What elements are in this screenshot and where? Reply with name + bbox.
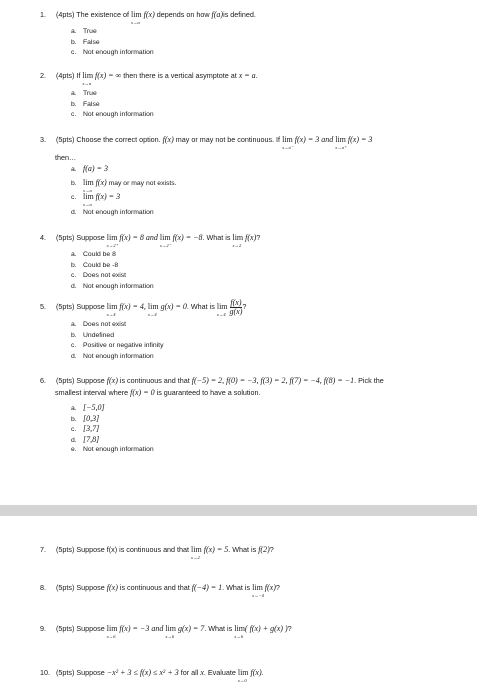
fraction: $\frac{f(x)}{g(x)}$	[229, 298, 243, 316]
page-separator	[0, 505, 477, 516]
option-b[interactable]: b. Undefined	[71, 331, 114, 339]
option-d[interactable]: d. Not enough information	[71, 209, 154, 216]
option-b[interactable]: b. lim x→a f(x) may or may not exists.	[71, 178, 177, 193]
question-8	[40, 583, 470, 596]
option-a[interactable]: a. True	[71, 28, 97, 35]
option-c[interactable]: c. [3,7]	[71, 424, 100, 433]
question-text: (5pts) Suppose f(x) is continuous and that f(−4) = 1. What is lim x→−4 f(x)?	[56, 583, 280, 598]
question-text: (5pts) Choose the correct option. f(x) may or may not be continuous. If lim x→a⁻ f(x) = 3 and lim x→a⁺ f(x) = 3	[56, 135, 373, 150]
question-number: 1.	[40, 10, 46, 19]
option-c[interactable]: c. lim x→a f(x) = 3	[71, 192, 121, 207]
option-c[interactable]: c. Not enough information	[71, 49, 154, 56]
question-number: 9.	[40, 624, 46, 633]
question-text-continued: then…	[55, 153, 77, 162]
question-5	[40, 299, 470, 316]
option-a[interactable]: a. True	[71, 90, 97, 97]
question-6	[40, 376, 470, 397]
question-number: 10.	[40, 668, 50, 677]
question-4	[40, 233, 470, 246]
question-text: (5pts) Suppose f(x) is continuous and that f(−5) = 2, f(0) = −3, f(3) = 2, f(7) = −4, f(8) = −1. Pick the	[56, 376, 384, 385]
answer-options	[71, 403, 154, 456]
question-10	[40, 668, 470, 681]
question-text: (4pts) The existence of lim x→a f(x) depends on how f(a)is defined.	[56, 10, 256, 25]
question-text-continued: smallest interval where f(x) = 0 is guaranteed to have a solution.	[55, 388, 261, 397]
question-text: (5pts) Suppose lim x→2⁺ f(x) = 8 and lim x→2⁻ f(x) = −8. What is lim x→2 f(x)?	[56, 233, 261, 248]
option-b[interactable]: b. Could be -8	[71, 261, 119, 269]
question-3	[40, 135, 470, 162]
question-number: 6.	[40, 376, 46, 385]
question-text: (5pts) Suppose −x² + 3 ≤ f(x) ≤ x² + 3 for all x. Evaluate lim x→0 f(x).	[56, 668, 264, 683]
question-number: 3.	[40, 135, 46, 144]
question-2	[40, 71, 470, 84]
answer-options	[71, 27, 154, 59]
answer-options	[71, 250, 154, 292]
option-b[interactable]: b. [0,3]	[71, 413, 100, 423]
question-text: (4pts) If lim x→a f(x) = ∞ then there is a vertical asymptote at x = a.	[56, 71, 258, 86]
option-a[interactable]: a. [−5,0]	[71, 403, 105, 412]
worksheet-page-2	[0, 516, 477, 700]
option-a[interactable]: a. Does not exist	[71, 321, 127, 328]
question-number: 4.	[40, 233, 46, 242]
option-c[interactable]: c. Positive or negative infinity	[71, 342, 164, 349]
option-a[interactable]: a. f(a) = 3	[71, 164, 108, 173]
option-b[interactable]: b. False	[71, 100, 100, 108]
question-number: 2.	[40, 71, 46, 80]
option-c[interactable]: c. Not enough information	[71, 111, 154, 118]
option-d[interactable]: d. [7,8]	[71, 434, 100, 444]
question-number: 8.	[40, 583, 46, 592]
question-text: (5pts) Suppose f(x) is continuous and that lim x→2 f(x) = 5. What is f(2)?	[56, 545, 274, 560]
question-1	[40, 10, 470, 23]
option-b[interactable]: b. False	[71, 38, 100, 46]
option-e[interactable]: e. Not enough information	[71, 446, 154, 453]
answer-options	[71, 320, 163, 362]
option-d[interactable]: d. Not enough information	[71, 352, 154, 360]
option-c[interactable]: c. Does not exist	[71, 272, 127, 279]
answer-options	[71, 164, 177, 219]
question-number: 5.	[40, 302, 46, 312]
option-d[interactable]: d. Not enough information	[71, 282, 154, 290]
option-a[interactable]: a. Could be 8	[71, 251, 116, 258]
answer-options	[71, 89, 154, 121]
question-7	[40, 545, 470, 558]
question-text: (5pts) Suppose lim x→4 f(x) = 4, lim x→4 g(x) = 0. What is lim x→4 $\frac{f(x)}{g(x)}$ ?	[56, 298, 247, 318]
question-number: 7.	[40, 545, 46, 554]
question-9	[40, 624, 470, 637]
question-text: (5pts) Suppose lim x→6 f(x) = −3 and lim x→6 g(x) = 7. What is lim x→6 ( f(x) + g(x) )?	[56, 624, 292, 639]
